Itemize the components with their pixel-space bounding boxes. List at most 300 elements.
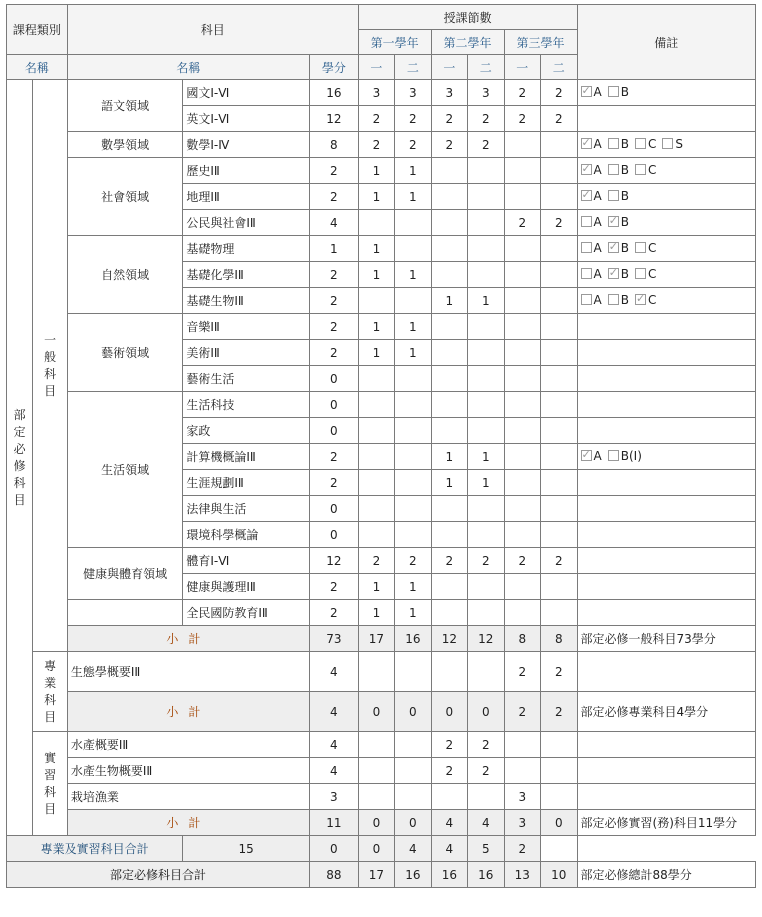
group-label-char: 目 xyxy=(44,801,57,816)
curriculum-table xyxy=(6,4,756,888)
hours-cell: 2 xyxy=(431,106,467,132)
group-label-char: 科 xyxy=(44,366,57,381)
credits-cell: 16 xyxy=(310,80,359,106)
hours-cell: 2 xyxy=(468,106,504,132)
notes-cell xyxy=(577,132,755,158)
group-label-char: 必 xyxy=(13,441,26,456)
hours-cell xyxy=(431,418,467,444)
option-checkbox[interactable] xyxy=(608,137,629,151)
hours-cell xyxy=(431,262,467,288)
hours-cell xyxy=(504,732,540,758)
subject-name: 家政 xyxy=(183,418,310,444)
hours-cell: 2 xyxy=(468,732,504,758)
hours-cell xyxy=(541,574,578,600)
checkbox-box[interactable] xyxy=(635,242,646,253)
hours-cell xyxy=(431,600,467,626)
option-checkbox[interactable] xyxy=(662,137,683,151)
hours-cell xyxy=(504,418,540,444)
hours-cell: 4 xyxy=(395,836,431,862)
subject-name: 生涯規劃ⅠⅡ xyxy=(183,470,310,496)
hours-cell xyxy=(468,210,504,236)
hours-cell xyxy=(395,392,431,418)
notes-cell xyxy=(577,366,755,392)
checkbox-box[interactable] xyxy=(608,242,619,253)
checkbox-box[interactable] xyxy=(608,268,619,279)
checkbox-label: B xyxy=(620,240,629,255)
header-subject-name: 名稱 xyxy=(67,55,309,80)
hours-cell: 17 xyxy=(358,626,394,652)
header-category: 課程類別 xyxy=(7,5,68,55)
hours-cell xyxy=(504,574,540,600)
checkbox-box[interactable] xyxy=(581,450,592,461)
hours-cell: 1 xyxy=(468,470,504,496)
table-row xyxy=(7,80,756,106)
option-checkbox[interactable] xyxy=(581,137,602,151)
subject-name: 栽培漁業 xyxy=(67,784,309,810)
hours-cell xyxy=(395,366,431,392)
subject-name: 數學Ⅰ-Ⅳ xyxy=(183,132,310,158)
option-checkbox[interactable] xyxy=(608,189,629,203)
hours-cell: 1 xyxy=(431,288,467,314)
hours-cell: 1 xyxy=(358,600,394,626)
hours-cell: 16 xyxy=(395,862,431,888)
credits-cell: 4 xyxy=(310,210,359,236)
hours-cell: 1 xyxy=(358,184,394,210)
credits-cell: 0 xyxy=(310,366,359,392)
hours-cell xyxy=(431,210,467,236)
option-checkbox[interactable] xyxy=(608,241,629,255)
checkbox-box[interactable] xyxy=(608,190,619,201)
notes-cell xyxy=(577,652,755,692)
option-checkbox[interactable] xyxy=(581,163,602,177)
hours-cell xyxy=(504,158,540,184)
hours-cell: 1 xyxy=(358,574,394,600)
header-year-3: 第三學年 xyxy=(504,30,577,55)
credits-cell: 2 xyxy=(310,600,359,626)
hours-cell xyxy=(468,392,504,418)
credits-cell: 2 xyxy=(310,340,359,366)
header-year-2: 第二學年 xyxy=(431,30,504,55)
checkbox-label: A xyxy=(593,214,602,229)
hours-cell: 2 xyxy=(431,758,467,784)
subject-name: 生活科技 xyxy=(183,392,310,418)
hours-cell xyxy=(431,184,467,210)
hours-cell xyxy=(431,158,467,184)
hours-cell xyxy=(504,600,540,626)
subject-name: 生態學概要ⅠⅡ xyxy=(67,652,309,692)
hours-cell xyxy=(541,158,578,184)
hours-cell: 1 xyxy=(358,158,394,184)
option-checkbox[interactable] xyxy=(635,293,656,307)
subject-name: 基礎化學ⅠⅡ xyxy=(183,262,310,288)
hours-cell xyxy=(395,418,431,444)
hours-cell: 2 xyxy=(431,548,467,574)
subtotal-row xyxy=(7,810,756,836)
hours-cell: 2 xyxy=(468,132,504,158)
hours-cell: 2 xyxy=(541,652,578,692)
subtotal-note: 部定必修實習(務)科目11學分 xyxy=(577,810,755,836)
total-credits: 15 xyxy=(183,836,310,862)
table-row xyxy=(7,548,756,574)
subject-name: 藝術生活 xyxy=(183,366,310,392)
option-checkbox[interactable] xyxy=(608,85,629,99)
hours-cell: 1 xyxy=(468,444,504,470)
notes-cell xyxy=(577,392,755,418)
header-hours: 授課節數 xyxy=(358,5,577,30)
credits-cell: 0 xyxy=(310,496,359,522)
option-checkbox[interactable] xyxy=(635,163,656,177)
group-label-char: 科 xyxy=(44,692,57,707)
hours-cell xyxy=(431,314,467,340)
hours-cell: 1 xyxy=(468,288,504,314)
hours-cell xyxy=(395,522,431,548)
group-label-char: 目 xyxy=(13,492,26,507)
hours-cell: 1 xyxy=(395,340,431,366)
checkbox-box[interactable] xyxy=(635,164,646,175)
option-checkbox[interactable] xyxy=(635,137,656,151)
subtotal-credits: 73 xyxy=(310,626,359,652)
header-semester: 二 xyxy=(468,55,504,80)
hours-cell: 2 xyxy=(541,80,578,106)
notes-cell xyxy=(577,732,755,758)
header-subject: 科目 xyxy=(67,5,358,55)
credits-cell: 0 xyxy=(310,418,359,444)
hours-cell: 1 xyxy=(431,444,467,470)
option-checkbox[interactable] xyxy=(581,449,602,463)
option-checkbox[interactable] xyxy=(581,267,602,281)
hours-cell: 1 xyxy=(395,314,431,340)
domain-label: 社會領域 xyxy=(67,158,183,236)
hours-cell: 8 xyxy=(541,626,578,652)
hours-cell xyxy=(541,418,578,444)
credits-cell: 12 xyxy=(310,106,359,132)
notes-cell xyxy=(577,522,755,548)
hours-cell: 2 xyxy=(395,548,431,574)
subtotal-credits: 4 xyxy=(310,692,359,732)
hours-cell: 2 xyxy=(504,836,540,862)
checkbox-box[interactable] xyxy=(608,294,619,305)
hours-cell: 0 xyxy=(395,810,431,836)
hours-cell: 1 xyxy=(358,236,394,262)
grand-total-note: 部定必修總計88學分 xyxy=(577,862,755,888)
hours-cell xyxy=(395,444,431,470)
hours-cell xyxy=(431,366,467,392)
header-semester: 二 xyxy=(395,55,431,80)
checkbox-label: B xyxy=(620,188,629,203)
hours-cell: 3 xyxy=(431,80,467,106)
group-label-practice xyxy=(33,732,67,836)
checkbox-label: A xyxy=(593,136,602,151)
notes-cell xyxy=(577,80,755,106)
option-checkbox[interactable] xyxy=(608,267,629,281)
domain-label: 生活領域 xyxy=(67,392,183,548)
subject-name: 計算機概論ⅠⅡ xyxy=(183,444,310,470)
notes-cell xyxy=(577,548,755,574)
hours-cell xyxy=(468,184,504,210)
hours-cell: 0 xyxy=(468,692,504,732)
domain-label: 健康與體育領域 xyxy=(67,548,183,600)
hours-cell: 2 xyxy=(541,548,578,574)
subtotal-label: 小計 xyxy=(67,626,309,652)
checkbox-label: C xyxy=(647,136,657,151)
notes-cell xyxy=(577,184,755,210)
hours-cell xyxy=(468,574,504,600)
hours-cell: 1 xyxy=(395,184,431,210)
checkbox-box[interactable] xyxy=(581,86,592,97)
hours-cell xyxy=(541,262,578,288)
checkbox-label: C xyxy=(647,292,657,307)
notes-cell xyxy=(577,262,755,288)
hours-cell: 2 xyxy=(468,758,504,784)
header-semester: 一 xyxy=(431,55,467,80)
hours-cell xyxy=(541,600,578,626)
checkbox-box[interactable] xyxy=(581,242,592,253)
hours-cell: 3 xyxy=(504,810,540,836)
checkbox-box[interactable] xyxy=(635,138,646,149)
hours-cell: 3 xyxy=(468,80,504,106)
hours-cell: 1 xyxy=(395,158,431,184)
checkbox-box[interactable] xyxy=(608,164,619,175)
hours-cell: 3 xyxy=(358,80,394,106)
hours-cell xyxy=(541,132,578,158)
option-checkbox[interactable] xyxy=(581,189,602,203)
hours-cell: 13 xyxy=(504,862,540,888)
group-label-char: 部 xyxy=(13,407,26,422)
option-checkbox[interactable] xyxy=(608,215,629,229)
header-category-name: 名稱 xyxy=(7,55,68,80)
notes-cell xyxy=(577,314,755,340)
subject-name: 公民與社會ⅠⅡ xyxy=(183,210,310,236)
notes-cell xyxy=(577,210,755,236)
group-label-professional xyxy=(33,652,67,732)
subject-name: 水產概要ⅠⅡ xyxy=(67,732,309,758)
credits-cell: 0 xyxy=(310,522,359,548)
hours-cell xyxy=(541,444,578,470)
hours-cell xyxy=(468,262,504,288)
total-row xyxy=(7,836,756,862)
subject-name: 全民國防教育ⅠⅡ xyxy=(183,600,310,626)
hours-cell xyxy=(468,784,504,810)
notes-cell xyxy=(577,574,755,600)
notes-cell xyxy=(577,340,755,366)
credits-cell: 3 xyxy=(310,784,359,810)
option-checkbox[interactable] xyxy=(635,267,656,281)
hours-cell xyxy=(504,262,540,288)
hours-cell: 2 xyxy=(431,132,467,158)
credits-cell: 2 xyxy=(310,184,359,210)
group-label-char: 般 xyxy=(44,349,57,364)
domain-label: 語文領域 xyxy=(67,80,183,132)
hours-cell: 3 xyxy=(395,80,431,106)
credits-cell: 2 xyxy=(310,288,359,314)
grand-total-row xyxy=(7,862,756,888)
subject-name: 音樂ⅠⅡ xyxy=(183,314,310,340)
notes-cell xyxy=(577,236,755,262)
hours-cell xyxy=(541,314,578,340)
credits-cell: 2 xyxy=(310,470,359,496)
hours-cell xyxy=(358,470,394,496)
option-checkbox[interactable] xyxy=(635,241,656,255)
group-label-char: 實 xyxy=(44,750,57,765)
hours-cell xyxy=(395,470,431,496)
group-label-char: 定 xyxy=(13,424,26,439)
checkbox-box[interactable] xyxy=(608,138,619,149)
hours-cell xyxy=(358,444,394,470)
hours-cell: 1 xyxy=(395,600,431,626)
option-checkbox[interactable] xyxy=(581,293,602,307)
credits-cell: 1 xyxy=(310,236,359,262)
hours-cell xyxy=(358,732,394,758)
table-row xyxy=(7,732,756,758)
notes-cell xyxy=(577,758,755,784)
group-label-char: 專 xyxy=(44,658,57,673)
checkbox-box[interactable] xyxy=(581,268,592,279)
notes-cell xyxy=(577,288,755,314)
hours-cell xyxy=(431,574,467,600)
hours-cell: 1 xyxy=(358,340,394,366)
credits-cell: 2 xyxy=(310,444,359,470)
hours-cell: 2 xyxy=(358,132,394,158)
checkbox-box[interactable] xyxy=(608,450,619,461)
hours-cell: 16 xyxy=(468,862,504,888)
hours-cell xyxy=(468,236,504,262)
subject-name: 健康與護理ⅠⅡ xyxy=(183,574,310,600)
hours-cell xyxy=(395,784,431,810)
hours-cell: 16 xyxy=(431,862,467,888)
checkbox-label: C xyxy=(647,266,657,281)
hours-cell xyxy=(541,496,578,522)
header-semester: 一 xyxy=(504,55,540,80)
subtotal-credits: 11 xyxy=(310,810,359,836)
hours-cell xyxy=(504,470,540,496)
hours-cell xyxy=(468,314,504,340)
checkbox-label: C xyxy=(647,240,657,255)
subject-name: 英文Ⅰ-Ⅵ xyxy=(183,106,310,132)
checkbox-box[interactable] xyxy=(635,294,646,305)
hours-cell xyxy=(358,288,394,314)
hours-cell xyxy=(541,288,578,314)
checkbox-label: B xyxy=(620,162,629,177)
hours-cell xyxy=(358,392,394,418)
checkbox-box[interactable] xyxy=(581,138,592,149)
hours-cell: 0 xyxy=(310,836,359,862)
hours-cell xyxy=(468,418,504,444)
checkbox-label: B xyxy=(620,84,629,99)
subject-name: 國文Ⅰ-Ⅵ xyxy=(183,80,310,106)
hours-cell: 1 xyxy=(395,262,431,288)
hours-cell xyxy=(358,418,394,444)
hours-cell xyxy=(395,652,431,692)
table-row xyxy=(7,600,756,626)
hours-cell: 1 xyxy=(395,574,431,600)
subject-name: 基礎物理 xyxy=(183,236,310,262)
subtotal-note: 部定必修專業科目4學分 xyxy=(577,692,755,732)
option-checkbox[interactable] xyxy=(608,293,629,307)
checkbox-box[interactable] xyxy=(581,190,592,201)
hours-cell xyxy=(468,600,504,626)
domain-label: 自然領域 xyxy=(67,236,183,314)
hours-cell: 8 xyxy=(504,626,540,652)
notes-cell xyxy=(577,470,755,496)
checkbox-label: B xyxy=(620,214,629,229)
group-label-general xyxy=(33,80,67,652)
option-checkbox[interactable] xyxy=(581,85,602,99)
hours-cell: 2 xyxy=(504,106,540,132)
hours-cell: 2 xyxy=(541,692,578,732)
hours-cell: 1 xyxy=(431,470,467,496)
hours-cell xyxy=(358,758,394,784)
checkbox-box[interactable] xyxy=(635,268,646,279)
checkbox-box[interactable] xyxy=(608,216,619,227)
checkbox-box[interactable] xyxy=(662,138,673,149)
header-credits: 學分 xyxy=(310,55,359,80)
checkbox-box[interactable] xyxy=(581,294,592,305)
credits-cell: 4 xyxy=(310,758,359,784)
hours-cell xyxy=(541,184,578,210)
hours-cell xyxy=(358,496,394,522)
checkbox-box[interactable] xyxy=(581,216,592,227)
hours-cell: 0 xyxy=(358,692,394,732)
checkbox-label: B xyxy=(620,136,629,151)
hours-cell xyxy=(504,444,540,470)
option-checkbox[interactable] xyxy=(581,241,602,255)
option-checkbox[interactable] xyxy=(581,215,602,229)
hours-cell: 12 xyxy=(431,626,467,652)
notes-cell xyxy=(577,784,755,810)
option-checkbox[interactable] xyxy=(608,163,629,177)
checkbox-box[interactable] xyxy=(608,86,619,97)
hours-cell xyxy=(395,732,431,758)
checkbox-label: B xyxy=(620,266,629,281)
domain-label: 數學領域 xyxy=(67,132,183,158)
notes-cell xyxy=(577,600,755,626)
group-label-char: 目 xyxy=(44,709,57,724)
hours-cell xyxy=(541,470,578,496)
hours-cell xyxy=(358,784,394,810)
table-row xyxy=(7,392,756,418)
hours-cell: 12 xyxy=(468,626,504,652)
notes-cell xyxy=(577,444,755,470)
table-row xyxy=(7,132,756,158)
hours-cell: 2 xyxy=(504,548,540,574)
credits-cell: 2 xyxy=(310,262,359,288)
option-checkbox[interactable] xyxy=(608,449,642,463)
group-label-char: 科 xyxy=(13,475,26,490)
hours-cell: 4 xyxy=(431,836,467,862)
hours-cell xyxy=(431,652,467,692)
checkbox-label: A xyxy=(593,188,602,203)
group-label-char: 目 xyxy=(44,383,57,398)
checkbox-label: C xyxy=(647,162,657,177)
hours-cell xyxy=(358,210,394,236)
hours-cell xyxy=(431,392,467,418)
group-label-char: 一 xyxy=(44,332,57,347)
grand-total-label: 部定必修科目合計 xyxy=(7,862,310,888)
hours-cell xyxy=(504,132,540,158)
checkbox-label: A xyxy=(593,266,602,281)
credits-cell: 2 xyxy=(310,314,359,340)
hours-cell: 2 xyxy=(541,210,578,236)
subtotal-row xyxy=(7,626,756,652)
subject-name: 地理ⅠⅡ xyxy=(183,184,310,210)
header-semester: 一 xyxy=(358,55,394,80)
checkbox-label: S xyxy=(675,136,683,151)
checkbox-label: B xyxy=(620,292,629,307)
hours-cell xyxy=(504,288,540,314)
hours-cell xyxy=(504,236,540,262)
checkbox-box[interactable] xyxy=(581,164,592,175)
hours-cell: 2 xyxy=(504,692,540,732)
